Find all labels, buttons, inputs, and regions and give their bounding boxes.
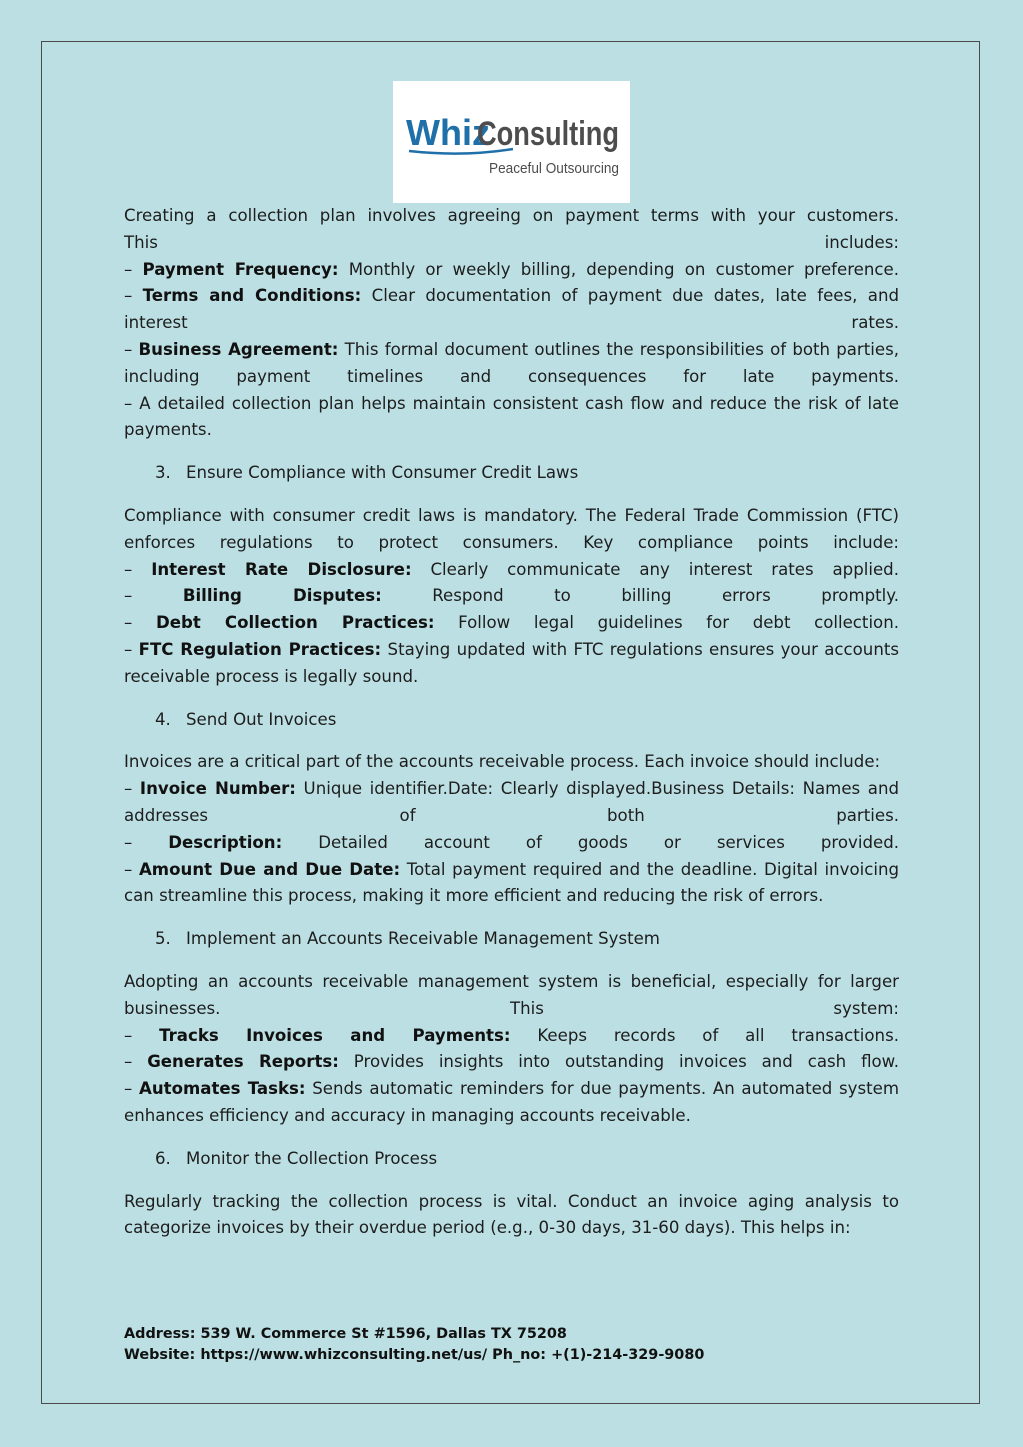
section-heading-4: 4. Send Out Invoices	[155, 709, 337, 729]
list-item: – Amount Due and Due Date: Total payment required and the deadline. Digital invoicing can streamline this process, making it more efficient and reducing the risk of errors.	[124, 859, 900, 906]
item-label: Generates Reports:	[147, 1052, 339, 1072]
logo-tagline: Peaceful Outsourcing	[489, 160, 619, 177]
section-4-paragraph	[124, 749, 899, 910]
list-item: – Business Agreement: This formal document outlines the responsibilities of both parties, including payment timelines and consequences for late payments.	[124, 339, 900, 386]
section-6-paragraph	[124, 1189, 899, 1243]
item-label: Terms and Conditions:	[142, 286, 362, 306]
item-label: Invoice Number:	[139, 779, 296, 799]
company-logo	[393, 81, 630, 203]
section-lead: Compliance with consumer credit laws is mandatory. The Federal Trade Commission (FTC) enforces regulations to protect consumers. Key compliance points include:	[124, 505, 899, 552]
section-lead: Invoices are a critical part of the accounts receivable process. Each invoice should include:	[124, 752, 881, 772]
logo-whiz-text: Whiz	[406, 112, 490, 153]
list-item: – Billing Disputes: Respond to billing errors promptly.	[124, 586, 899, 606]
section-3-paragraph	[124, 503, 899, 691]
item-label: Payment Frequency:	[142, 259, 339, 279]
list-item: – Description: Detailed account of goods or services provided.	[124, 832, 900, 852]
list-item: – Invoice Number: Unique identifier.Date: Clearly displayed.Business Details: Names and addresses of both parties.	[124, 779, 900, 825]
list-item: – Generates Reports: Provides insights into outstanding invoices and cash flow.	[124, 1052, 899, 1072]
section-lead: Regularly tracking the collection process is vital. Conduct an invoice aging analysis to categorize invoices by their overdue period (e.g., 0-30 days, 31-60 days). This helps in:	[124, 1191, 899, 1238]
list-item: – Payment Frequency: Monthly or weekly billing, depending on customer preference.	[124, 259, 899, 279]
item-label: Debt Collection Practices:	[155, 613, 435, 633]
intro-closing: – A detailed collection plan helps maintain consistent cash flow and reduce the risk of late payments.	[124, 393, 899, 440]
footer-website[interactable]: Website: https://www.whizconsulting.net/us/ Ph_no: +(1)-214-329-9080	[124, 1347, 705, 1363]
list-item: – Tracks Invoices and Payments: Keeps records of all transactions.	[124, 1025, 899, 1045]
list-item: – FTC Regulation Practices: Staying updated with FTC regulations ensures your accounts receivable process is legally sound.	[124, 639, 899, 686]
list-item: – Automates Tasks: Sends automatic reminders for due payments. An automated system enhances efficiency and accuracy in managing accounts receivable.	[124, 1079, 900, 1125]
intro-paragraph	[124, 203, 899, 444]
section-heading-5: 5. Implement an Accounts Receivable Management System	[155, 929, 660, 949]
section-5-paragraph	[124, 969, 899, 1130]
intro-lead-continued: This includes:	[124, 232, 899, 252]
item-label: Description:	[168, 832, 283, 852]
document-body	[124, 203, 899, 1258]
list-item: – Debt Collection Practices: Follow legal guidelines for debt collection.	[124, 613, 899, 633]
footer	[124, 1324, 704, 1366]
item-label: Business Agreement:	[138, 339, 339, 359]
logo-consulting-text: Consulting	[477, 115, 619, 153]
item-label: Amount Due and Due Date:	[138, 859, 401, 879]
item-label: Automates Tasks:	[139, 1079, 306, 1099]
item-label: Billing Disputes:	[182, 586, 382, 606]
item-label: Tracks Invoices and Payments:	[159, 1025, 511, 1045]
section-lead: Adopting an accounts receivable management system is beneficial, especially for larger businesses. This system:	[124, 971, 899, 1018]
intro-lead-line: Creating a collection plan involves agreeing on payment terms with your customers.	[124, 206, 899, 225]
section-heading-6: 6. Monitor the Collection Process	[155, 1148, 438, 1168]
footer-address: Address: 539 W. Commerce St #1596, Dallas TX 75208	[124, 1326, 567, 1342]
section-heading-3: 3. Ensure Compliance with Consumer Credit Laws	[155, 463, 579, 483]
item-label: FTC Regulation Practices:	[138, 639, 382, 659]
list-item: – Terms and Conditions: Clear documentation of payment due dates, late fees, and interest rates.	[124, 286, 899, 333]
list-item: – Interest Rate Disclosure: Clearly communicate any interest rates applied.	[124, 559, 899, 579]
item-label: Interest Rate Disclosure:	[151, 559, 412, 579]
